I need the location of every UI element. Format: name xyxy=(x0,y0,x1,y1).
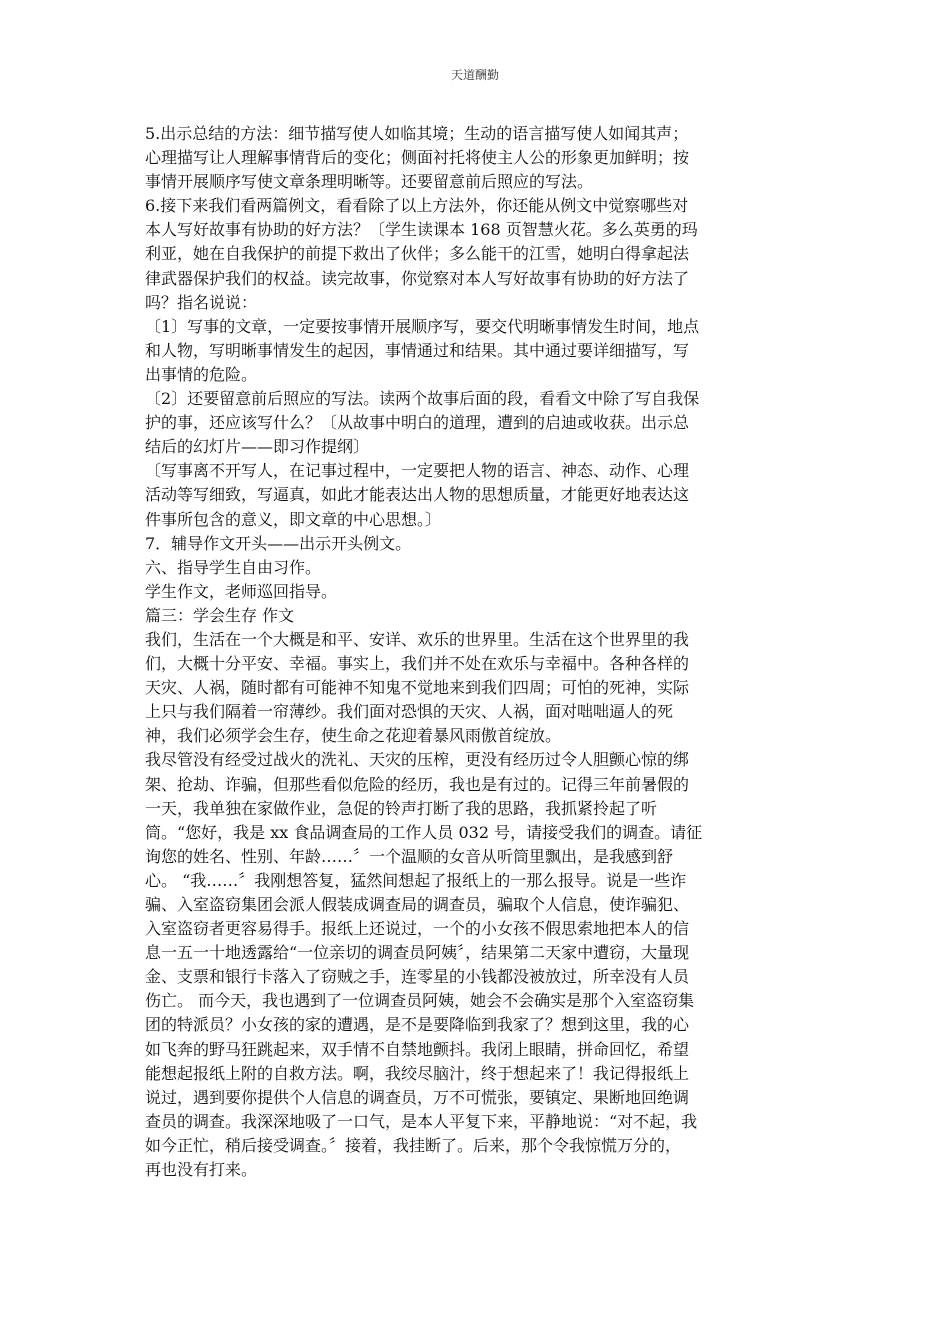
text-line: 团的特派员？小女孩的家的遭遇，是不是要降临到我家了？想到这里，我的心 xyxy=(145,1015,690,1035)
text-line: 学生作文，老师巡回指导。 xyxy=(145,581,338,601)
text-line: 如今正忙，稍后接受调查。〞接着，我挂断了。后来，那个令我惊慌万分的， xyxy=(145,1135,682,1155)
page-header: 天道酬勤 xyxy=(450,68,499,82)
text-line: 〔2〕还要留意前后照应的写法。读两个故事后面的段，看看文中除了写自我保 xyxy=(145,389,700,409)
text-line: 天灾、人祸，随时都有可能神不知鬼不觉地来到我们四周；可怕的死神，实际 xyxy=(145,678,690,698)
text-line: 如飞奔的野马狂跳起来，双手情不自禁地颤抖。我闭上眼睛，拼命回忆，希望 xyxy=(145,1039,690,1059)
text-line: 5.出示总结的方法：细节描写使人如临其境；生动的语言描写使人如闻其声； xyxy=(145,124,689,143)
text-line: 出事情的危险。 xyxy=(145,364,258,384)
text-line: 7．辅导作文开头——出示开头例文。 xyxy=(145,533,412,553)
text-line: 架、抢劫、诈骗，但那些看似危险的经历，我也是有过的。记得三年前暑假的 xyxy=(145,774,690,794)
text-line: 〔写事离不开写人，在记事过程中，一定要把人物的语言、神态、动作、心理 xyxy=(145,461,690,481)
text-line: 查员的调查。我深深地吸了一口气，是本人平复下来，平静地说：“对不起，我 xyxy=(145,1111,698,1131)
text-line: 能想起报纸上附的自救方法。啊，我绞尽脑汁，终于想起来了！我记得报纸上 xyxy=(145,1063,690,1083)
text-line: 〔1〕写事的文章，一定要按事情开展顺序写，要交代明晰事情发生时间，地点 xyxy=(145,316,700,336)
text-line: 我尽管没有经受过战火的洗礼、天灾的压榨，更没有经历过令人胆颤心惊的绑 xyxy=(145,750,690,770)
text-line: 心理描写让人理解事情背后的变化；侧面衬托将使主人公的形象更加鲜明；按 xyxy=(145,148,690,168)
text-line: 本人写好故事有协助的好方法？〔学生读课本 168 页智慧火花。多么英勇的玛 xyxy=(145,220,698,240)
text-line: 活动等写细致，写逼真，如此才能表达出人物的思想质量，才能更好地表达这 xyxy=(145,485,690,505)
text-line: 们，大概十分平安、幸福。事实上，我们并不处在欢乐与幸福中。各种各样的 xyxy=(145,654,690,674)
text-line: 利亚，她在自我保护的前提下救出了伙伴；多么能干的江雪，她明白得拿起法 xyxy=(145,244,690,264)
text-line: 六、指导学生自由习作。 xyxy=(145,557,322,577)
text-line: 护的事，还应该写什么？〔从故事中明白的道理，遭到的启迪或收获。出示总 xyxy=(145,413,690,433)
text-line: 吗？指名说说： xyxy=(145,292,258,312)
text-line: 筒。“您好，我是 xx 食品调查局的工作人员 032 号，请接受我们的调查。请征 xyxy=(145,822,703,842)
section-heading: 篇三：学会生存 作文 xyxy=(145,605,295,625)
text-line: 和人物，写明晰事情发生的起因，事情通过和结果。其中通过要详细描写，写 xyxy=(145,340,690,360)
text-line: 一天，我单独在家做作业，急促的铃声打断了我的思路，我抓紧拎起了听 xyxy=(145,798,658,818)
text-line: 询您的姓名、性别、年龄……〞一个温顺的女音从听筒里飘出，是我感到舒 xyxy=(145,846,674,866)
text-line: 心。 “我……〞我刚想答复，猛然间想起了报纸上的一那么报导。说是一些诈 xyxy=(145,870,687,890)
text-line: 神，我们必须学会生存，使生命之花迎着暴风雨傲首绽放。 xyxy=(145,726,562,746)
text-line: 伤亡。 而今天，我也遇到了一位调查员阿姨，她会不会确实是那个入室盗窃集 xyxy=(145,991,695,1011)
text-line: 我们，生活在一个大概是和平、安详、欢乐的世界里。生活在这个世界里的我 xyxy=(145,629,690,649)
text-line: 息一五一十地透露给“一位亲切的调查员阿姨〞，结果第二天家中遭窃，大量现 xyxy=(145,943,690,963)
text-line: 再也没有打来。 xyxy=(145,1160,258,1180)
text-line: 金、支票和银行卡落入了窃贼之手，连零星的小钱都没被放过，所幸没有人员 xyxy=(145,967,690,987)
text-line: 律武器保护我们的权益。读完故事，你觉察对本人写好故事有协助的好方法了 xyxy=(145,268,690,288)
text-line: 说过，遇到要你提供个人信息的调查员，万不可慌张，要镇定、果断地回绝调 xyxy=(145,1087,690,1107)
text-line: 入室盗窃者更容易得手。报纸上还说过，一个的小女孩不假思索地把本人的信 xyxy=(145,919,690,939)
document-body xyxy=(145,122,809,1182)
text-line: 结后的幻灯片——即习作提纲〕 xyxy=(145,437,370,457)
text-line: 件事所包含的意义，即文章的中心思想。〕 xyxy=(145,509,442,529)
text-line: 上只与我们隔着一帘薄纱。我们面对恐惧的天灾、人祸，面对咄咄逼人的死 xyxy=(145,702,674,722)
text-line: 6.接下来我们看两篇例文，看看除了以上方法外，你还能从例文中觉察哪些对 xyxy=(145,196,689,216)
text-line: 事情开展顺序写使文章条理明晰等。还要留意前后照应的写法。 xyxy=(145,172,594,192)
text-line: 骗、入室盗窃集团会派人假装成调查局的调查员，骗取个人信息，使诈骗犯、 xyxy=(145,895,690,914)
